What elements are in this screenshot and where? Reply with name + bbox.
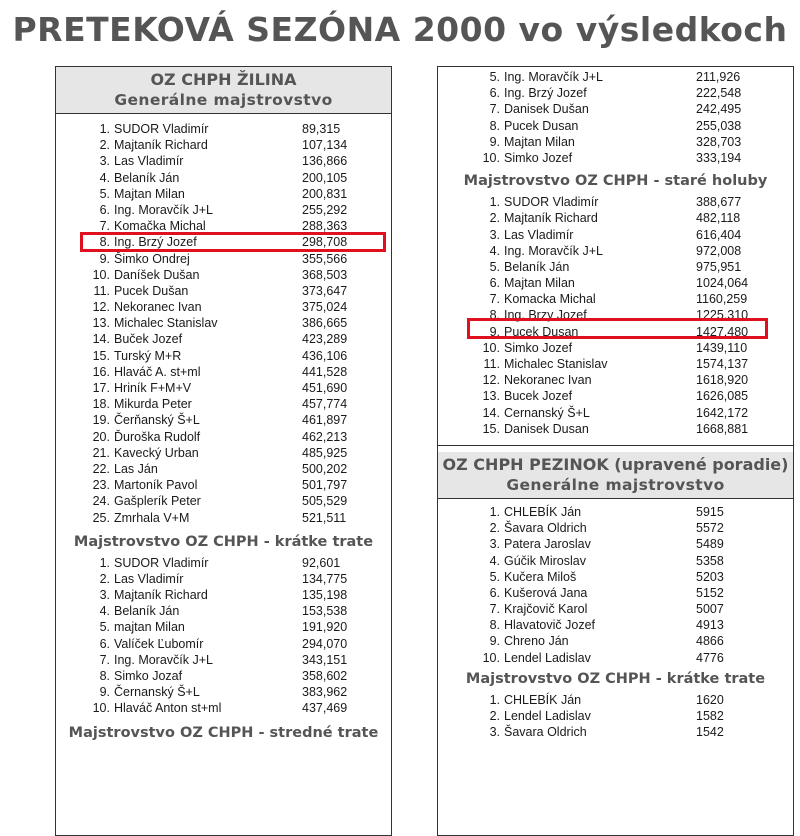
entry-value: 388,677 xyxy=(696,195,742,210)
entry-value: 375,024 xyxy=(302,300,348,315)
entry-name: Las Vladimír xyxy=(504,227,574,242)
entry-value: 975,951 xyxy=(696,259,742,274)
entry-value: 1024,064 xyxy=(696,276,749,291)
entry-value: 222,548 xyxy=(696,86,742,101)
column-right xyxy=(437,66,794,836)
entry-rank: 11. xyxy=(483,357,500,371)
list-item xyxy=(56,267,391,283)
entry-rank: 15. xyxy=(482,421,500,436)
list-item xyxy=(56,283,391,299)
entry-name: Šavara Oldrich xyxy=(504,521,587,536)
entry-name: Las Vladimír xyxy=(114,571,184,586)
entry-rank: 9. xyxy=(489,634,500,649)
entry-name: SUDOR Vladimír xyxy=(114,122,209,136)
entry-name: Simko Jozef xyxy=(504,340,573,355)
entry-rank: 10. xyxy=(482,150,500,165)
entry-value: 288,363 xyxy=(302,219,348,234)
entry-rank: 9. xyxy=(489,324,500,339)
entry-value: 1427,480 xyxy=(696,324,749,339)
list-item xyxy=(56,445,391,461)
entry-rank: 4. xyxy=(489,243,500,258)
entry-rank: 7. xyxy=(99,219,110,234)
entry-name: Krajčovič Karol xyxy=(504,602,588,617)
list-item xyxy=(438,536,793,552)
pezinok-header-subtitle: Generálne majstrovstvo xyxy=(506,475,725,494)
entry-name: Bucek Jozef xyxy=(504,389,573,404)
entry-value: 1439,110 xyxy=(696,340,748,355)
entry-value: 343,151 xyxy=(302,652,348,667)
list-item xyxy=(56,571,391,587)
entry-value: 616,404 xyxy=(696,227,742,242)
entry-name: Hlaváč A. st+ml xyxy=(114,364,201,379)
highlight-box-left xyxy=(80,232,386,252)
entry-name: Nekoranec Ivan xyxy=(504,373,592,388)
list-item xyxy=(56,153,391,169)
entry-value: 485,925 xyxy=(302,445,348,460)
entry-rank: 2. xyxy=(99,571,110,586)
entry-rank: 9. xyxy=(99,685,110,700)
highlight-box-right xyxy=(467,318,768,339)
zilina-header-title: OZ CHPH ŽILINA xyxy=(150,70,297,89)
entry-name: Kavecký Urban xyxy=(114,445,199,460)
entry-name: Gúčik Miroslav xyxy=(504,553,586,568)
list-item xyxy=(438,405,793,421)
entry-name: Patera Jaroslav xyxy=(504,537,591,552)
entry-value: 5915 xyxy=(696,504,724,519)
entry-name: Gašplerík Peter xyxy=(114,494,201,509)
entry-value: 461,897 xyxy=(302,413,348,428)
entry-rank: 9. xyxy=(99,251,110,266)
entry-rank: 10. xyxy=(92,267,110,282)
entry-name: Las Vladimír xyxy=(114,154,184,169)
entry-name: Majtaník Richard xyxy=(504,211,598,226)
entry-rank: 7. xyxy=(489,102,500,117)
pezinok-general-list xyxy=(438,504,793,666)
entry-name: Ing. Brzy Jozef xyxy=(504,308,587,323)
entry-rank: 11. xyxy=(93,283,110,298)
list-item xyxy=(438,388,793,404)
list-item xyxy=(438,617,793,633)
entry-value: 441,528 xyxy=(302,364,348,379)
column-zilina xyxy=(55,66,392,836)
entry-rank: 8. xyxy=(489,618,500,633)
entry-rank: 1. xyxy=(489,692,500,707)
list-item xyxy=(56,380,391,396)
entry-value: 368,503 xyxy=(302,267,348,282)
list-item xyxy=(56,477,391,493)
entry-rank: 5. xyxy=(99,186,110,201)
list-item xyxy=(438,259,793,275)
entry-value: 1225,310 xyxy=(696,308,749,323)
entry-name: Majtaník Richard xyxy=(114,588,208,603)
entry-value: 1642,172 xyxy=(696,405,749,420)
entry-name: Ing. Moravčík J+L xyxy=(504,243,603,258)
entry-value: 328,703 xyxy=(696,134,742,149)
entry-value: 255,038 xyxy=(696,118,742,133)
entry-rank: 16. xyxy=(92,364,110,379)
entry-rank: 19. xyxy=(92,413,110,428)
entry-rank: 2. xyxy=(489,709,500,723)
list-item xyxy=(56,429,391,445)
entry-name: Hlaváč Anton st+ml xyxy=(114,701,222,716)
list-item xyxy=(56,700,391,716)
list-item xyxy=(56,461,391,477)
entry-name: Komačka Michal xyxy=(114,219,206,234)
entry-value: 298,708 xyxy=(302,235,348,250)
entry-name: Majtan Milan xyxy=(504,134,575,149)
entry-value: 457,774 xyxy=(302,397,348,412)
entry-value: 1160,259 xyxy=(696,292,748,307)
old-birds-header: Majstrovstvo OZ CHPH - staré holuby xyxy=(463,173,768,190)
list-item xyxy=(438,724,793,740)
entry-value: 423,289 xyxy=(302,332,348,347)
entry-rank: 2. xyxy=(99,138,110,153)
list-item xyxy=(56,636,391,652)
list-item xyxy=(438,504,793,520)
list-item xyxy=(438,708,793,724)
entry-value: 5152 xyxy=(696,585,724,600)
list-item xyxy=(56,348,391,364)
entry-name: Pucek Dušan xyxy=(114,283,189,298)
entry-name: Lendel Ladislav xyxy=(504,709,591,723)
entry-name: Belaník Ján xyxy=(504,259,570,274)
list-item xyxy=(438,585,793,601)
entry-name: Simko Jozef xyxy=(504,150,573,165)
entry-name: Ing. Moravčík J+L xyxy=(114,202,213,217)
entry-rank: 25. xyxy=(92,510,110,525)
entry-value: 462,213 xyxy=(302,429,348,444)
entry-value: 4866 xyxy=(696,634,724,649)
entry-name: Majtan Milan xyxy=(114,186,185,201)
entry-rank: 8. xyxy=(99,669,110,683)
list-item xyxy=(56,202,391,218)
entry-rank: 6. xyxy=(489,86,500,101)
entry-rank: 3. xyxy=(99,154,110,169)
entry-value: 5358 xyxy=(696,553,724,568)
list-item xyxy=(438,69,793,85)
list-item xyxy=(56,603,391,619)
entry-value: 191,920 xyxy=(302,620,348,635)
entry-rank: 13. xyxy=(482,389,500,404)
entry-rank: 8. xyxy=(489,308,500,323)
entry-rank: 23. xyxy=(92,478,110,493)
list-item xyxy=(438,692,793,708)
entry-rank: 1. xyxy=(99,122,110,136)
entry-rank: 1. xyxy=(99,555,110,570)
entry-value: 5203 xyxy=(696,569,724,584)
entry-name: Pucek Dusan xyxy=(504,324,579,339)
entry-name: Hriník F+M+V xyxy=(114,381,192,395)
entry-value: 107,134 xyxy=(302,138,348,153)
entry-rank: 2. xyxy=(489,211,500,226)
entry-name: Daníšek Dušan xyxy=(114,267,200,282)
entry-value: 437,469 xyxy=(302,701,348,716)
entry-name: Danisek Dušan xyxy=(504,102,589,117)
list-item xyxy=(438,134,793,150)
entry-rank: 4. xyxy=(99,170,110,185)
list-item xyxy=(56,412,391,428)
list-item xyxy=(438,356,793,372)
entry-name: SUDOR Vladimír xyxy=(504,195,599,210)
list-item xyxy=(438,421,793,437)
entry-rank: 7. xyxy=(489,292,500,307)
list-item xyxy=(438,340,793,356)
entry-name: majtan Milan xyxy=(114,620,185,635)
list-item xyxy=(56,137,391,153)
entry-rank: 21. xyxy=(92,445,110,460)
entry-value: 1574,137 xyxy=(696,357,749,371)
entry-name: Černanský Š+L xyxy=(114,685,200,700)
zilina-general-list xyxy=(56,121,391,526)
pezinok-short-list xyxy=(438,692,793,741)
section-divider xyxy=(438,445,793,446)
entry-rank: 9. xyxy=(489,134,500,149)
entry-rank: 5. xyxy=(489,259,500,274)
entry-name: Komacka Michal xyxy=(504,292,596,307)
entry-name: Danisek Dusan xyxy=(504,421,589,436)
list-item xyxy=(56,684,391,700)
entry-value: 333,194 xyxy=(696,150,742,165)
list-item xyxy=(438,227,793,243)
entry-name: Pucek Dusan xyxy=(504,118,579,133)
entry-rank: 10. xyxy=(482,340,500,355)
list-item xyxy=(438,243,793,259)
zilina-short-header: Majstrovstvo OZ CHPH - krátke trate xyxy=(73,533,374,550)
entry-value: 1620 xyxy=(696,692,724,707)
entry-name: Cernanský Š+L xyxy=(504,405,590,420)
pezinok-header-title: OZ CHPH PEZINOK (upravené poradie) xyxy=(442,454,789,474)
list-item xyxy=(56,186,391,202)
list-item xyxy=(56,121,391,137)
entry-rank: 8. xyxy=(489,118,500,133)
zilina-general-cont-list xyxy=(438,69,793,166)
entry-rank: 18. xyxy=(92,397,110,412)
entry-value: 386,665 xyxy=(302,316,348,331)
entry-name: Kušerová Jana xyxy=(504,585,588,600)
list-item xyxy=(56,299,391,315)
entry-value: 135,198 xyxy=(302,588,348,603)
entry-name: SUDOR Vladimír xyxy=(114,555,209,570)
entry-name: Šavara Oldrich xyxy=(504,725,587,740)
entry-rank: 4. xyxy=(99,604,110,619)
list-item xyxy=(56,510,391,526)
entry-rank: 6. xyxy=(489,585,500,600)
entry-rank: 22. xyxy=(92,461,110,476)
entry-name: Martoník Pavol xyxy=(114,478,198,493)
entry-value: 451,690 xyxy=(302,381,348,395)
old-birds-list xyxy=(438,194,793,437)
entry-rank: 10. xyxy=(92,701,110,716)
entry-rank: 1. xyxy=(489,504,500,519)
entry-name: Šimko Ondrej xyxy=(114,251,190,266)
list-item xyxy=(438,150,793,166)
list-item xyxy=(56,555,391,571)
list-item xyxy=(438,101,793,117)
entry-rank: 7. xyxy=(489,602,500,617)
list-item xyxy=(56,493,391,509)
entry-name: Buček Jozef xyxy=(114,332,183,347)
entry-name: Ing. Moravčík J+L xyxy=(504,70,603,84)
entry-value: 373,647 xyxy=(302,283,348,298)
entry-rank: 12. xyxy=(92,300,110,315)
list-item xyxy=(56,587,391,603)
list-item xyxy=(56,668,391,684)
entry-name: Majtan Milan xyxy=(504,276,575,291)
entry-rank: 3. xyxy=(99,588,110,603)
list-item xyxy=(56,170,391,186)
entry-name: Las Ján xyxy=(114,461,158,476)
entry-value: 500,202 xyxy=(302,461,348,476)
entry-rank: 15. xyxy=(92,348,110,363)
list-item xyxy=(438,372,793,388)
entry-value: 200,831 xyxy=(302,186,348,201)
entry-value: 4913 xyxy=(696,618,724,633)
entry-value: 972,008 xyxy=(696,243,742,258)
entry-name: CHLEBÍK Ján xyxy=(504,692,582,707)
entry-rank: 6. xyxy=(99,202,110,217)
entry-rank: 6. xyxy=(99,636,110,651)
zilina-short-list xyxy=(56,555,391,717)
entry-value: 1542 xyxy=(696,725,724,740)
entry-rank: 3. xyxy=(489,725,500,740)
entry-name: Kučera Miloš xyxy=(504,569,577,584)
entry-rank: 20. xyxy=(92,429,110,444)
list-item xyxy=(56,619,391,635)
entry-rank: 5. xyxy=(489,70,500,84)
entry-name: Michalec Stanislav xyxy=(114,316,218,331)
entry-rank: 12. xyxy=(482,373,500,388)
entry-name: Belaník Ján xyxy=(114,170,180,185)
entry-name: Zmrhala V+M xyxy=(114,510,190,525)
list-item xyxy=(56,652,391,668)
pezinok-header xyxy=(438,452,793,499)
entry-value: 136,866 xyxy=(302,154,348,169)
entry-name: Hlavatovič Jozef xyxy=(504,618,596,633)
entry-rank: 13. xyxy=(92,316,110,331)
entry-value: 5489 xyxy=(696,537,724,552)
entry-name: Simko Jozaf xyxy=(114,669,183,683)
entry-name: Majtaník Richard xyxy=(114,138,208,153)
entry-rank: 5. xyxy=(99,620,110,635)
entry-rank: 8. xyxy=(99,235,110,250)
entry-value: 436,106 xyxy=(302,348,348,363)
entry-value: 1582 xyxy=(696,709,724,723)
entry-value: 5007 xyxy=(696,602,724,617)
entry-name: Ďuroška Rudolf xyxy=(114,429,201,444)
list-item xyxy=(438,85,793,101)
entry-value: 1618,920 xyxy=(696,373,749,388)
entry-rank: 10. xyxy=(482,650,500,665)
list-item xyxy=(438,601,793,617)
entry-rank: 3. xyxy=(489,537,500,552)
entry-rank: 14. xyxy=(482,405,500,420)
entry-value: 5572 xyxy=(696,521,724,536)
entry-value: 505,529 xyxy=(302,494,348,509)
entry-rank: 6. xyxy=(489,276,500,291)
entry-value: 153,538 xyxy=(302,604,348,619)
entry-name: Ing. Brzý Jozef xyxy=(504,86,587,101)
entry-value: 355,566 xyxy=(302,251,348,266)
entry-rank: 17. xyxy=(92,381,110,395)
list-item xyxy=(56,396,391,412)
entry-name: Čerňanský Š+L xyxy=(114,413,200,428)
entry-value: 255,292 xyxy=(302,202,348,217)
entry-value: 4776 xyxy=(696,650,724,665)
entry-name: Mikurda Peter xyxy=(114,397,192,412)
entry-name: Valíček Ľubomír xyxy=(114,636,204,651)
list-item xyxy=(438,118,793,134)
entry-rank: 5. xyxy=(489,569,500,584)
list-item xyxy=(438,291,793,307)
entry-value: 358,602 xyxy=(302,669,348,683)
entry-rank: 14. xyxy=(92,332,110,347)
entry-value: 294,070 xyxy=(302,636,348,651)
list-item xyxy=(438,194,793,210)
entry-value: 242,495 xyxy=(696,102,742,117)
entry-rank: 2. xyxy=(489,521,500,536)
entry-value: 521,511 xyxy=(302,510,347,525)
entry-name: CHLEBÍK Ján xyxy=(504,504,582,519)
entry-value: 92,601 xyxy=(302,555,341,570)
list-item xyxy=(56,331,391,347)
entry-value: 211,926 xyxy=(696,70,741,84)
list-item xyxy=(438,569,793,585)
entry-value: 1626,085 xyxy=(696,389,749,404)
zilina-mid-header: Majstrovstvo OZ CHPH - stredné trate xyxy=(68,724,379,741)
entry-name: Lendel Ladislav xyxy=(504,650,591,665)
entry-value: 89,315 xyxy=(302,122,341,136)
list-item xyxy=(438,210,793,226)
list-item xyxy=(438,553,793,569)
entry-name: Chreno Ján xyxy=(504,634,569,649)
entry-value: 134,775 xyxy=(302,571,348,586)
entry-rank: 7. xyxy=(99,652,110,667)
entry-value: 383,962 xyxy=(302,685,348,700)
list-item xyxy=(438,520,793,536)
entry-name: Ing. Brzý Jozef xyxy=(114,235,197,250)
entry-value: 1668,881 xyxy=(696,421,749,436)
pezinok-short-header: Majstrovstvo OZ CHPH - krátke trate xyxy=(465,670,766,687)
entry-name: Belaník Ján xyxy=(114,604,180,619)
entry-name: Michalec Stanislav xyxy=(504,357,608,371)
entry-name: Turský M+R xyxy=(114,348,182,363)
zilina-header xyxy=(56,67,391,114)
list-item xyxy=(438,650,793,666)
entry-rank: 1. xyxy=(489,195,500,210)
entry-name: Nekoranec Ivan xyxy=(114,300,202,315)
entry-name: Ing. Moravčík J+L xyxy=(114,652,213,667)
list-item xyxy=(438,275,793,291)
entry-rank: 4. xyxy=(489,553,500,568)
list-item xyxy=(56,364,391,380)
list-item xyxy=(56,315,391,331)
list-item xyxy=(438,633,793,649)
entry-rank: 3. xyxy=(489,227,500,242)
entry-value: 482,118 xyxy=(696,211,741,226)
zilina-header-subtitle: Generálne majstrovstvo xyxy=(114,91,333,109)
list-item xyxy=(56,251,391,267)
entry-value: 200,105 xyxy=(302,170,348,185)
entry-value: 501,797 xyxy=(302,478,348,493)
entry-rank: 24. xyxy=(92,494,110,509)
page-title: PRETEKOVÁ SEZÓNA 2000 vo výsledkoch xyxy=(12,10,788,49)
